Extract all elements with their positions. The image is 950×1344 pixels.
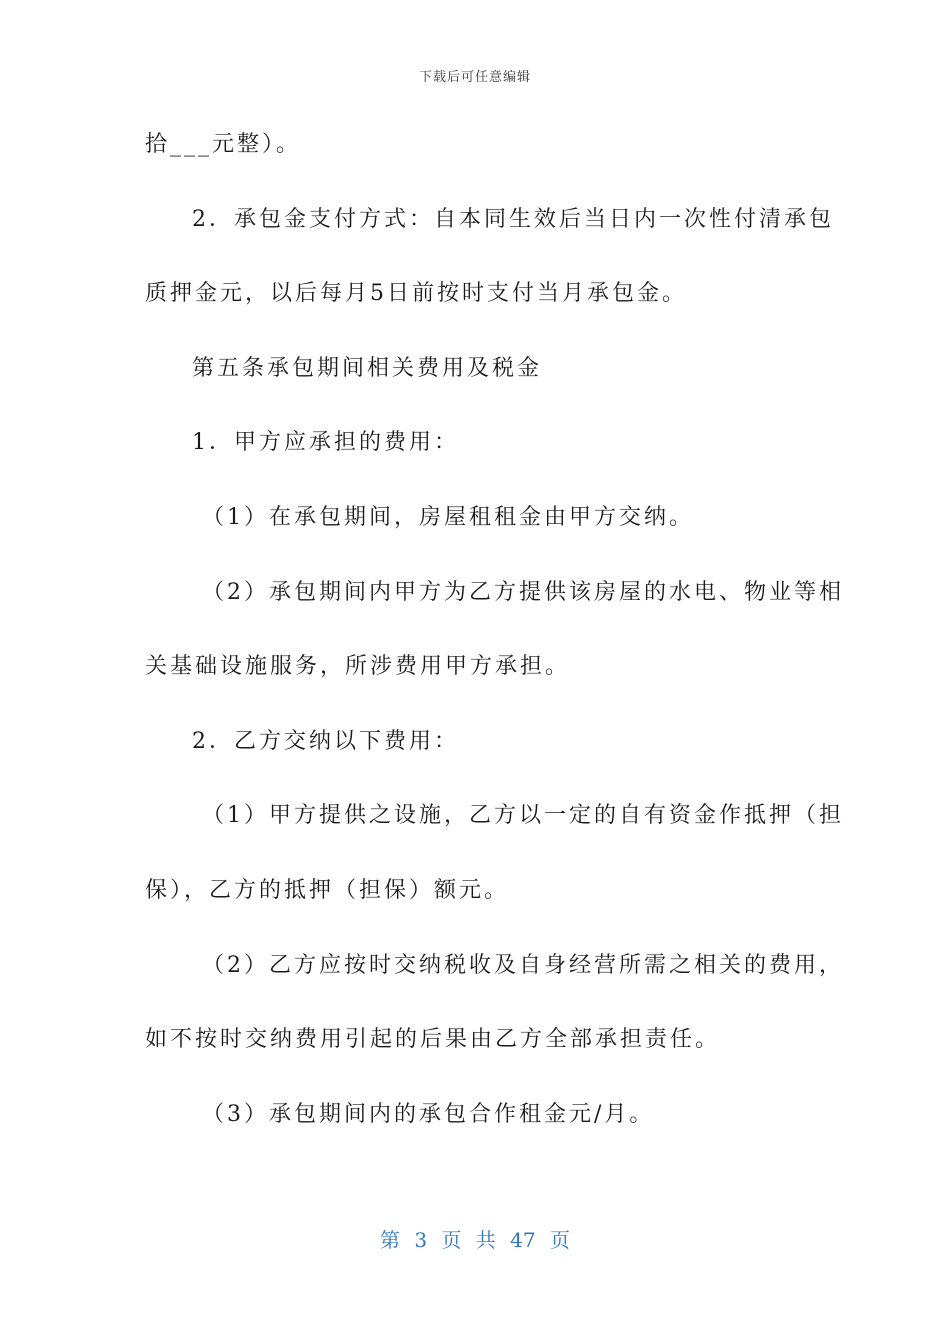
- header-note: 下载后可任意编辑: [418, 70, 531, 85]
- section-heading: 第五条承包期间相关费用及税金: [192, 355, 543, 381]
- paragraph-line: 2．乙方交纳以下费用：: [192, 728, 459, 754]
- paragraph-line: （3）承包期间内的承包合作租金元/月。: [202, 1101, 655, 1127]
- paragraph-line: （1）甲方提供之设施，乙方以一定的自有资金作抵押（担: [202, 803, 844, 829]
- paragraph-line: 如不按时交纳费用引起的后果由乙方全部承担责任。: [145, 1027, 721, 1053]
- paragraph-line: 保），乙方的抵押（担保）额元。: [145, 877, 510, 903]
- page-number: 第 3 页 共 47 页: [380, 1228, 570, 1252]
- paragraph-line: （2）承包期间内甲方为乙方提供该房屋的水电、物业等相: [202, 579, 844, 605]
- paragraph-line: （1）在承包期间，房屋租租金由甲方交纳。: [202, 504, 694, 530]
- paragraph-line: 关基础设施服务，所涉费用甲方承担。: [145, 654, 571, 680]
- document-body: [145, 121, 844, 1165]
- paragraph-line: （2）乙方应按时交纳税收及自身经营所需之相关的费用，: [202, 952, 844, 978]
- paragraph-line: 质押金元，以后每月5日前按时支付当月承包金。: [145, 281, 687, 307]
- paragraph-line: 2．承包金支付方式：自本同生效后当日内一次性付清承包: [192, 206, 834, 232]
- paragraph-line: 拾___元整）。: [145, 132, 302, 157]
- paragraph-line: 1．甲方应承担的费用：: [192, 430, 459, 456]
